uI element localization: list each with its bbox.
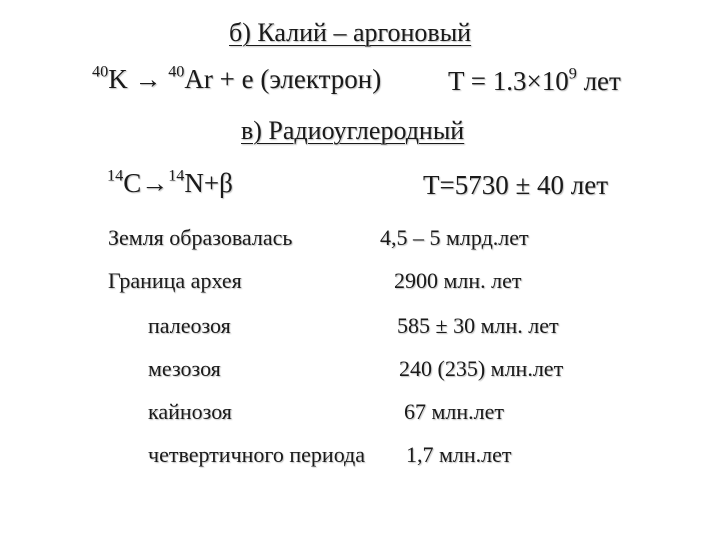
arrow-icon: → <box>134 64 162 94</box>
row-label: четвертичного периода <box>148 442 366 467</box>
potassium-argon-equation <box>92 64 381 95</box>
ar-product: Ar + e (электрон) <box>184 64 382 94</box>
arrow-icon: → <box>141 168 169 198</box>
row-label: кайнозоя <box>148 399 232 424</box>
row-value: 1,7 млн.лет <box>406 442 512 467</box>
row-value: 4,5 – 5 млрд.лет <box>380 225 529 250</box>
k-ar-half-life <box>448 66 621 97</box>
row-label: Земля образовалась <box>108 225 293 250</box>
row-label: Граница архея <box>108 268 242 293</box>
row-value: 585 ± 30 млн. лет <box>397 313 559 338</box>
n-product: N+β <box>184 168 233 198</box>
row-label: палеозоя <box>148 313 231 338</box>
ar-mass-number: 40 <box>168 62 185 81</box>
k-mass-number: 40 <box>92 62 109 81</box>
section-b-title: б) Калий – аргоновый <box>229 18 472 47</box>
half-life-unit: лет <box>576 66 621 96</box>
radiocarbon-equation <box>107 168 233 199</box>
k-symbol: K <box>108 64 128 94</box>
row-value: 67 млн.лет <box>404 399 505 424</box>
row-label: мезозоя <box>148 356 221 381</box>
half-life-exponent: 9 <box>568 64 577 83</box>
n-mass-number: 14 <box>168 166 185 185</box>
row-value: 2900 млн. лет <box>394 268 522 293</box>
c-symbol: C <box>123 168 142 198</box>
c14-half-life: T=5730 ± 40 лет <box>423 170 609 200</box>
row-value: 240 (235) млн.лет <box>399 356 564 381</box>
half-life-base: T = 1.3×10 <box>448 66 569 96</box>
section-v-title: в) Радиоуглеродный <box>241 116 465 145</box>
c-mass-number: 14 <box>107 166 124 185</box>
